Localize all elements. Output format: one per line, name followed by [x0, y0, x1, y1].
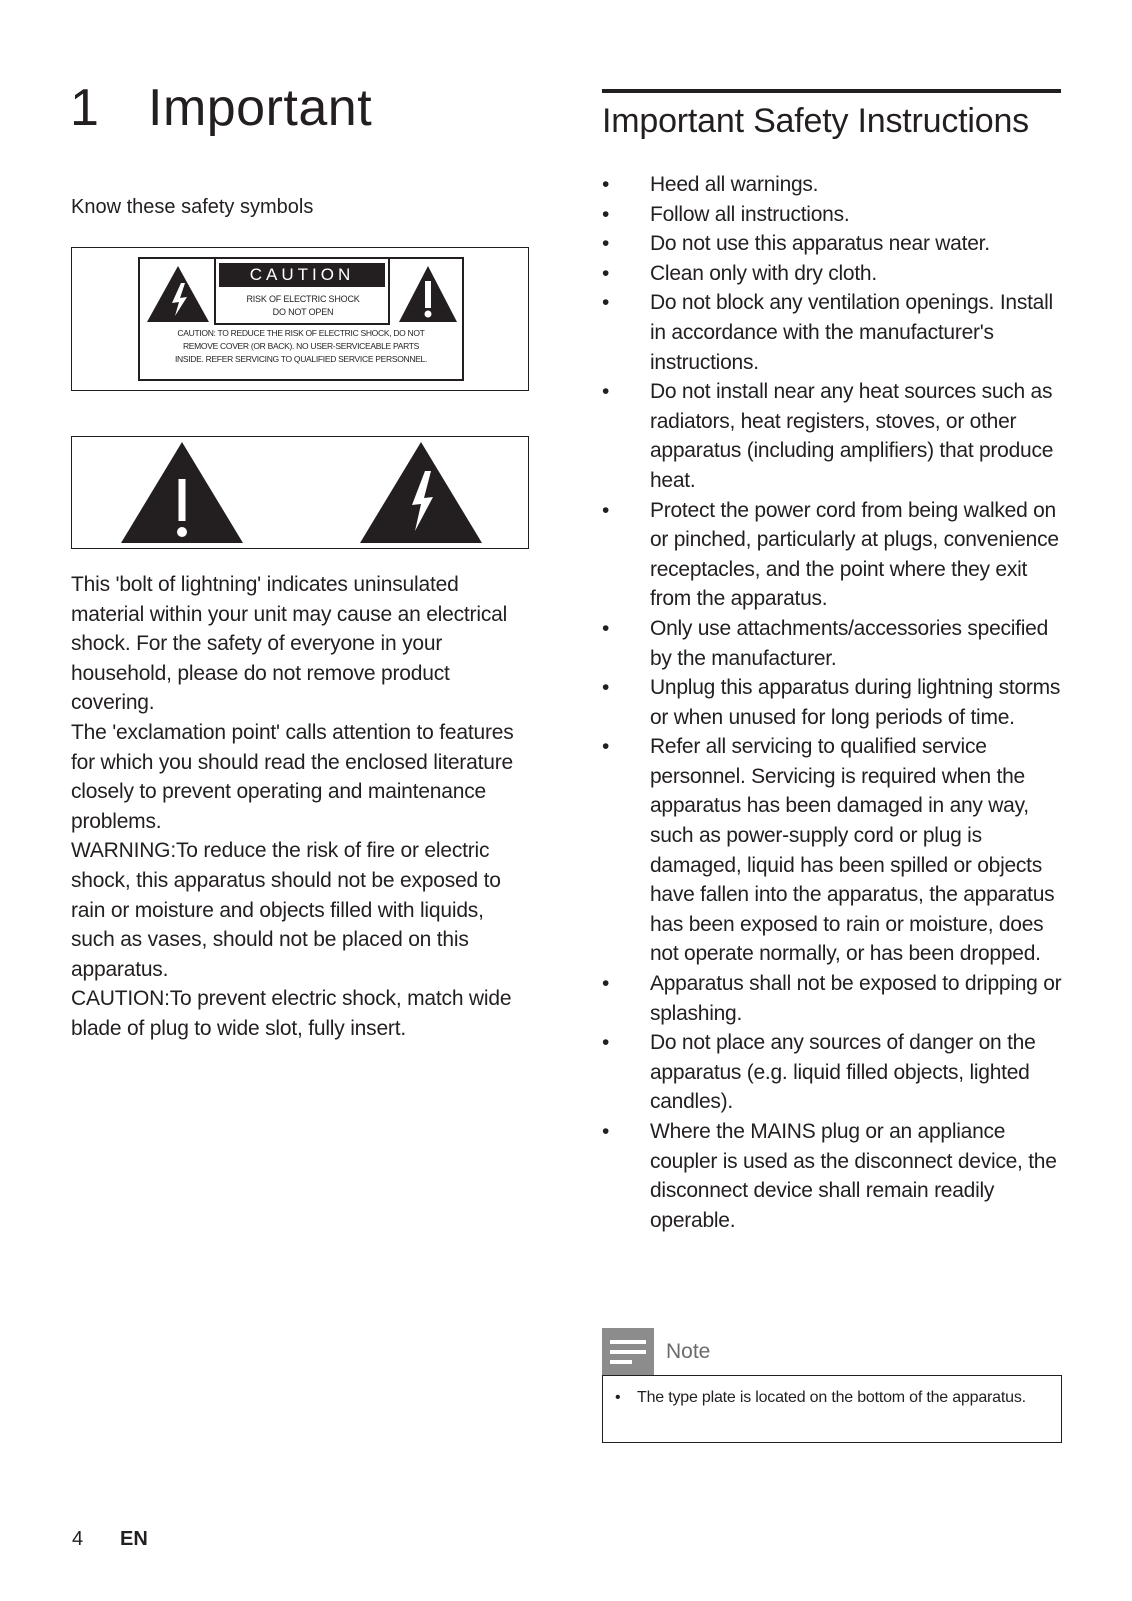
chapter-number: 1 [70, 79, 100, 137]
section-title: Important Safety Instructions [602, 102, 1029, 140]
note-label: Note [666, 1340, 711, 1363]
bullet: • [602, 202, 610, 226]
list-item: • Do not block any ventilation openings. Install in accordance with the manufacturer's instructions. [602, 288, 1062, 377]
list-item: • Heed all warnings. [602, 170, 1062, 200]
page-number: 4 [72, 1528, 84, 1550]
note-icon [602, 1328, 654, 1376]
section-divider [602, 89, 1061, 93]
bullet: • [602, 173, 610, 196]
lightning-bolt-warning-icon [144, 263, 212, 325]
list-item: • Where the MAINS plug or an appliance coupler is used as the disconnect device, the disconnect device shall remain readily operable. [602, 1117, 1062, 1235]
paragraph-warning: WARNING:To reduce the risk of fire or electric shock, this apparatus should not be exposed to rain or moisture and objects filled with liquids, such as vases, should not be placed on this apparatus. [71, 839, 501, 981]
bullet: • [602, 261, 610, 285]
exclamation-warning-icon [119, 439, 245, 545]
list-item: • Only use attachments/accessories specified by the manufacturer. [602, 614, 1062, 673]
bullet: • [602, 972, 610, 996]
chapter-title-text: Important [148, 79, 373, 137]
bullet: • [602, 1031, 610, 1055]
list-item: • Follow all instructions. [602, 200, 1062, 230]
note-item: • The type plate is located on the bottom of the apparatus. [615, 1386, 1057, 1410]
list-item: • Refer all servicing to qualified service personnel. Servicing is required when the apparatus has been damaged in any way, such as power-supply cord or plug is damaged, liquid has been spilled or objects have fallen into the apparatus, the apparatus has been exposed to rain or moisture, does not operate normally, or has been dropped. [602, 732, 1062, 969]
caution-notice-line: INSIDE. REFER SERVICING TO QUALIFIED SERVICE PERSONNEL. [174, 354, 428, 364]
bullet: • [602, 1120, 610, 1143]
bullet: • [602, 232, 610, 256]
bullet: • [602, 616, 610, 640]
caution-risk-line: RISK OF ELECTRIC SHOCK [246, 294, 360, 304]
safety-symbols-frame [71, 436, 529, 549]
paragraph-caution: CAUTION:To prevent electric shock, match wide blade of plug to wide slot, fully insert. [71, 987, 512, 1040]
caution-risk-text [220, 293, 386, 319]
language-code: EN [120, 1528, 148, 1550]
caution-label-frame [71, 247, 529, 391]
bullet: • [602, 735, 610, 759]
caution-center-box [214, 259, 390, 325]
caution-risk-line: DO NOT OPEN [272, 307, 334, 317]
caution-notice-line: CAUTION: TO REDUCE THE RISK OF ELECTRIC SHOCK, DO NOT [177, 328, 425, 338]
note-box [602, 1375, 1062, 1443]
bullet: • [602, 676, 610, 700]
lightning-bolt-warning-icon [358, 439, 484, 545]
paragraph-lightning: This 'bolt of lightning' indicates uninsulated material within your unit may cause an electrical shock. For the safety of everyone in your household, please do not remove product covering. [71, 573, 508, 715]
bullet: • [602, 291, 610, 315]
bullet: • [602, 498, 610, 522]
bullet: • [602, 380, 610, 404]
list-item: • Do not install near any heat sources such as radiators, heat registers, stoves, or other apparatus (including amplifiers) that produce heat. [602, 377, 1062, 495]
list-item: • Protect the power cord from being walked on or pinched, particularly at plugs, convenience receptacles, and the point where they exit from the apparatus. [602, 496, 1062, 614]
exclamation-warning-icon [396, 263, 460, 325]
note-header [602, 1328, 802, 1376]
safety-symbols-heading: Know these safety symbols [71, 196, 314, 218]
safety-instructions-list [602, 170, 1062, 1235]
safety-symbols-explanation [71, 570, 531, 1044]
list-item: • Clean only with dry cloth. [602, 259, 1062, 289]
caution-notice-line: REMOVE COVER (OR BACK). NO USER-SERVICEABLE PARTS [182, 341, 420, 351]
list-item: • Do not place any sources of danger on the apparatus (e.g. liquid filled objects, lighted candles). [602, 1028, 1062, 1117]
chapter-title [70, 78, 372, 138]
bullet: • [615, 1389, 621, 1406]
caution-notice-text [140, 327, 462, 366]
paragraph-exclamation: The 'exclamation point' calls attention to features for which you should read the enclosed literature closely to prevent operating and maintenance problems. [71, 720, 514, 833]
list-item: • Unplug this apparatus during lightning storms or when unused for long periods of time. [602, 673, 1062, 732]
caution-label [138, 257, 464, 381]
list-item: • Do not use this apparatus near water. [602, 229, 1062, 259]
list-item: • Apparatus shall not be exposed to dripping or splashing. [602, 969, 1062, 1028]
caution-band: CAUTION [219, 263, 385, 287]
